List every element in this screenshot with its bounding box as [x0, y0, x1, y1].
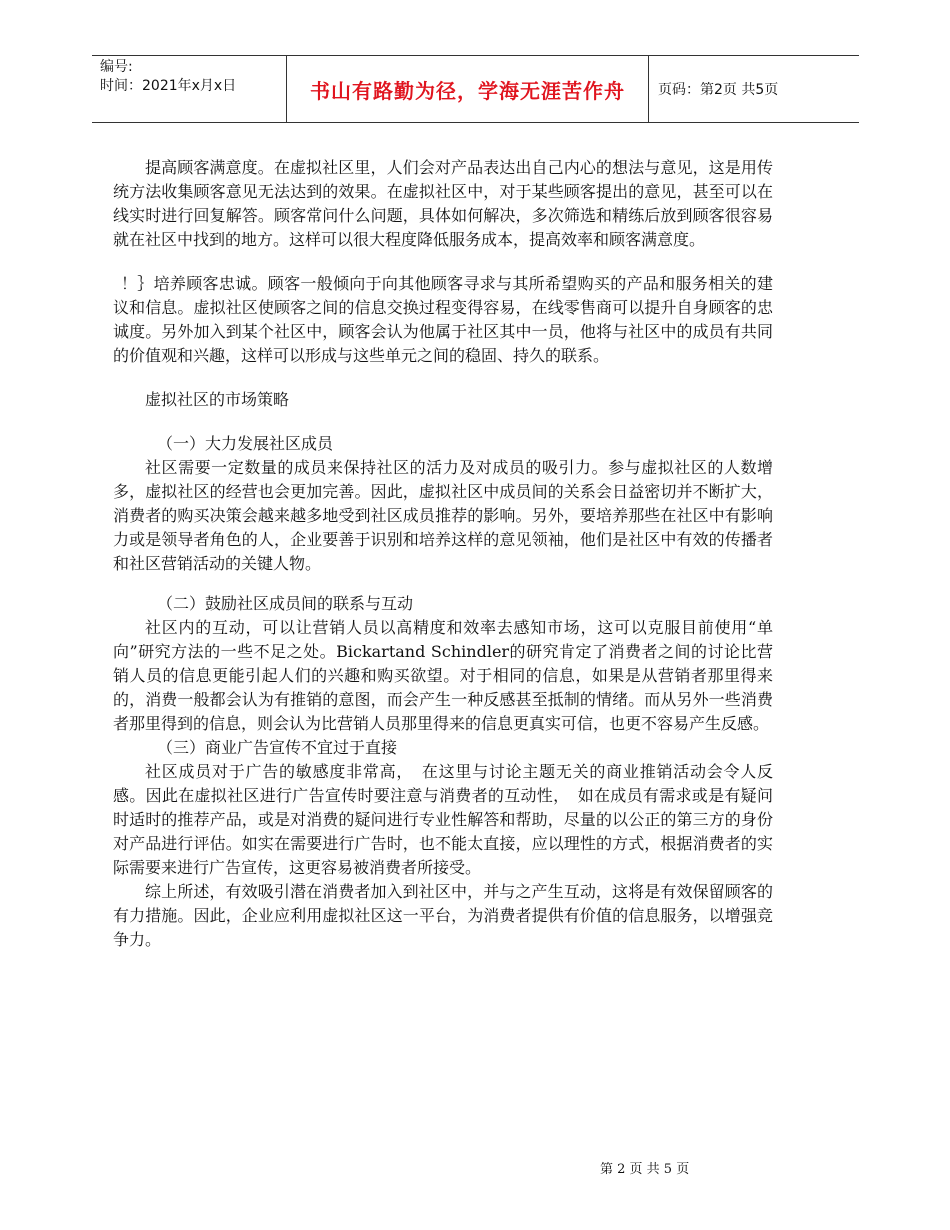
paragraph: 提高顾客满意度。在虚拟社区里，人们会对产品表达出自己内心的想法与意见，这是用传统方法收集顾客意见无法达到的效果。在虚拟社区中，对于某些顾客提出的意见，甚至可以在线实时进行回复解答。顾客常问什么问题，具体如何解决，多次筛选和精练后放到顾客很容易就在社区中找到的地方。这样可以很大程度降低服务成本，提高效率和顾客满意度。	[113, 158, 773, 249]
header-meta	[100, 58, 285, 96]
subsection-title: （三）商业广告宣传不宜过于直接	[157, 738, 398, 757]
header-divider	[648, 56, 649, 122]
page-footer: 第 2 页 共 5 页	[600, 1162, 690, 1177]
paragraph: 社区内的互动，可以让营销人员以高精度和效率去感知市场，这可以克服目前使用“单向”研究方法的一些不足之处。Bickartand Schindler的研究肯定了消费者之间的讨论比营销人员的信息更能引起人们的兴趣和购买欲望。对于相同的信息，如果是从营销者那里得来的，消费一般都会认为有推销的意图，而会产生一种反感甚至抵制的情绪。而从另外一些消费者那里得到的信息，则会认为比营销人员那里得来的信息更真实可信，也更不容易产生反感。	[113, 618, 773, 733]
section-title: 虚拟社区的市场策略	[145, 390, 290, 409]
header-table	[92, 55, 859, 123]
paragraph: 综上所述，有效吸引潜在消费者加入到社区中，并与之产生互动，这将是有效保留顾客的有力措施。因此，企业应利用虚拟社区这一平台，为消费者提供有价值的信息服务，以增强竞争力。	[113, 882, 773, 949]
paragraph: 社区需要一定数量的成员来保持社区的活力及对成员的吸引力。参与虚拟社区的人数增多，虚拟社区的经营也会更加完善。因此，虚拟社区中成员间的关系会日益密切并不断扩大，消费者的购买决策会越来越多地受到社区成员推荐的影响。另外，要培养那些在社区中有影响力或是领导者角色的人，企业要善于识别和培养这样的意见领袖，他们是社区中有效的传播者和社区营销活动的关键人物。	[113, 458, 773, 573]
subsection-title: （二）鼓励社区成员间的联系与互动	[157, 594, 414, 613]
header-motto: 书山有路勤为径，学海无涯苦作舟	[310, 78, 625, 103]
number-label: 编号:	[100, 59, 133, 75]
time-label: 时间：2021年x月x日	[100, 78, 237, 94]
paragraph: ！｝培养顾客忠诚。顾客一般倾向于向其他顾客寻求与其所希望购买的产品和服务相关的建议和信息。虚拟社区使顾客之间的信息交换过程变得容易，在线零售商可以提升自身顾客的忠诚度。另外加入到某个社区中，顾客会认为他属于社区其中一员，他将与社区中的成员有共同的价值观和兴趣，这样可以形成与这些单元之间的稳固、持久的联系。	[113, 274, 773, 365]
subsection-title: （一）大力发展社区成员	[157, 434, 334, 453]
header-page-info: 页码：第2页 共5页	[658, 82, 779, 98]
document-body	[113, 156, 773, 952]
paragraph: 社区成员对于广告的敏感度非常高， 在这里与讨论主题无关的商业推销活动会令人反感。因此在虚拟社区进行广告宣传时要注意与消费者的互动性， 如在成员有需求或是有疑问时适时的推荐产品，或是对消费的疑问进行专业性解答和帮助，尽量的以公正的第三方的身份对产品进行评估。如实在需要进行广告时，也不能太直接，应以理性的方式，根据消费者的实际需要来进行广告宣传，这更容易被消费者所接受。	[113, 762, 773, 877]
